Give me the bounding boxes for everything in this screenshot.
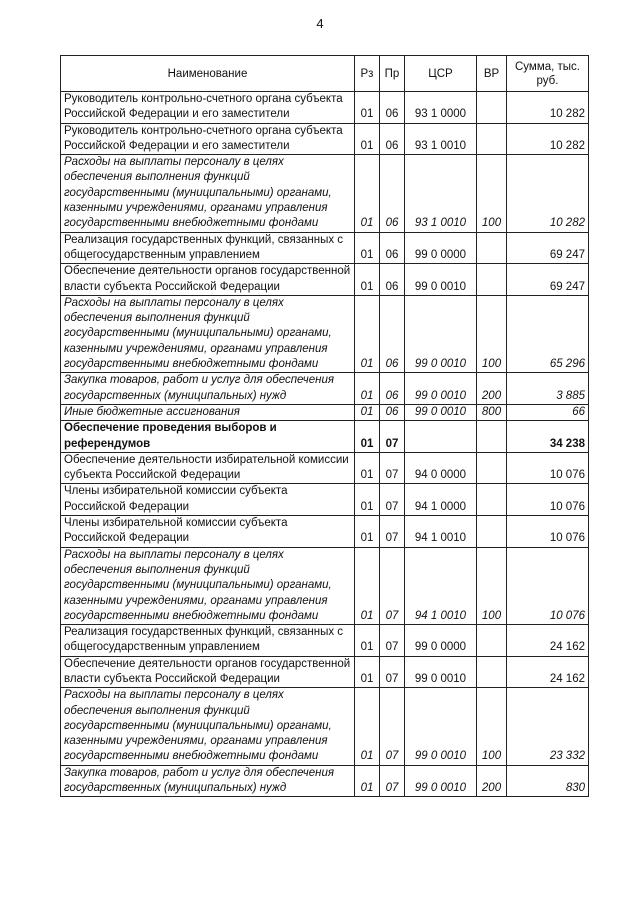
cell-csr: 99 0 0010 (405, 656, 477, 688)
cell-pr: 06 (380, 404, 405, 420)
cell-pr: 06 (380, 295, 405, 372)
cell-csr: 94 1 0010 (405, 547, 477, 624)
cell-pr: 06 (380, 264, 405, 296)
cell-name: Иные бюджетные ассигнования (61, 404, 355, 420)
cell-csr: 99 0 0000 (405, 232, 477, 264)
table-row (61, 484, 589, 516)
cell-pr: 07 (380, 765, 405, 797)
cell-vr: 200 (477, 373, 507, 405)
header-name: Наименование (61, 56, 355, 92)
cell-vr (477, 484, 507, 516)
table-row (61, 421, 589, 453)
cell-pr: 07 (380, 516, 405, 548)
cell-pr: 06 (380, 123, 405, 155)
cell-name: Обеспечение проведения выборов и референдумов (61, 421, 355, 453)
table-row (61, 155, 589, 232)
cell-vr: 100 (477, 688, 507, 765)
cell-vr (477, 264, 507, 296)
table-row (61, 516, 589, 548)
cell-sum: 10 282 (507, 155, 589, 232)
cell-sum: 10 076 (507, 452, 589, 484)
cell-vr (477, 452, 507, 484)
cell-csr: 99 0 0010 (405, 373, 477, 405)
cell-pr: 06 (380, 155, 405, 232)
cell-name: Реализация государственных функций, связанных с общегосударственным управлением (61, 625, 355, 657)
cell-pr: 06 (380, 92, 405, 124)
cell-pr: 06 (380, 232, 405, 264)
table-row (61, 92, 589, 124)
page-number: 4 (316, 16, 324, 31)
cell-vr (477, 656, 507, 688)
cell-csr: 99 0 0010 (405, 404, 477, 420)
table-header-row (61, 56, 589, 92)
cell-vr (477, 421, 507, 453)
cell-rz: 01 (355, 373, 380, 405)
cell-rz: 01 (355, 625, 380, 657)
cell-pr: 07 (380, 484, 405, 516)
cell-rz: 01 (355, 484, 380, 516)
cell-pr: 07 (380, 452, 405, 484)
cell-rz: 01 (355, 232, 380, 264)
budget-table (60, 55, 589, 797)
cell-name: Расходы на выплаты персоналу в целях обеспечения выполнения функций государственными (муниципальными) органами, казенными учреждениями, органами управления государственными внебюджетными фондами (61, 688, 355, 765)
table-row (61, 452, 589, 484)
cell-csr (405, 421, 477, 453)
header-csr: ЦСР (405, 56, 477, 92)
cell-pr: 07 (380, 625, 405, 657)
cell-name: Расходы на выплаты персоналу в целях обеспечения выполнения функций государственными (муниципальными) органами, казенными учреждениями, органами управления государственными внебюджетными фондами (61, 155, 355, 232)
cell-sum: 830 (507, 765, 589, 797)
cell-rz: 01 (355, 547, 380, 624)
cell-name: Реализация государственных функций, связанных с общегосударственным управлением (61, 232, 355, 264)
table-row (61, 765, 589, 797)
cell-sum: 23 332 (507, 688, 589, 765)
cell-rz: 01 (355, 92, 380, 124)
cell-sum: 65 296 (507, 295, 589, 372)
header-sum: Сумма, тыс. руб. (507, 56, 589, 92)
cell-csr: 93 1 0010 (405, 123, 477, 155)
cell-vr (477, 92, 507, 124)
cell-rz: 01 (355, 123, 380, 155)
cell-rz: 01 (355, 264, 380, 296)
cell-vr: 100 (477, 295, 507, 372)
cell-csr: 99 0 0010 (405, 295, 477, 372)
cell-pr: 07 (380, 421, 405, 453)
table-row (61, 547, 589, 624)
cell-rz: 01 (355, 656, 380, 688)
cell-sum: 3 885 (507, 373, 589, 405)
cell-csr: 93 1 0000 (405, 92, 477, 124)
table-row (61, 123, 589, 155)
cell-name: Руководитель контрольно-счетного органа субъекта Российской Федерации и его заместители (61, 123, 355, 155)
cell-vr: 100 (477, 547, 507, 624)
cell-sum: 24 162 (507, 625, 589, 657)
cell-vr (477, 123, 507, 155)
cell-sum: 34 238 (507, 421, 589, 453)
cell-sum: 66 (507, 404, 589, 420)
cell-pr: 07 (380, 688, 405, 765)
cell-vr (477, 516, 507, 548)
cell-rz: 01 (355, 421, 380, 453)
cell-pr: 07 (380, 547, 405, 624)
cell-csr: 94 1 0000 (405, 484, 477, 516)
table-body (61, 92, 589, 797)
cell-rz: 01 (355, 404, 380, 420)
cell-sum: 10 076 (507, 547, 589, 624)
cell-name: Расходы на выплаты персоналу в целях обеспечения выполнения функций государственными (муниципальными) органами, казенными учреждениями, органами управления государственными внебюджетными фондами (61, 547, 355, 624)
table-row (61, 373, 589, 405)
cell-csr: 99 0 0010 (405, 765, 477, 797)
cell-sum: 10 076 (507, 516, 589, 548)
cell-pr: 07 (380, 656, 405, 688)
cell-sum: 69 247 (507, 264, 589, 296)
cell-sum: 10 076 (507, 484, 589, 516)
table-row (61, 295, 589, 372)
cell-name: Обеспечение деятельности избирательной комиссии субъекта Российской Федерации (61, 452, 355, 484)
header-rz: Рз (355, 56, 380, 92)
cell-sum: 10 282 (507, 92, 589, 124)
cell-name: Закупка товаров, работ и услуг для обеспечения государственных (муниципальных) нужд (61, 373, 355, 405)
cell-sum: 24 162 (507, 656, 589, 688)
cell-sum: 69 247 (507, 232, 589, 264)
cell-name: Закупка товаров, работ и услуг для обеспечения государственных (муниципальных) нужд (61, 765, 355, 797)
cell-name: Обеспечение деятельности органов государственной власти субъекта Российской Федерации (61, 264, 355, 296)
cell-csr: 99 0 0000 (405, 625, 477, 657)
cell-name: Расходы на выплаты персоналу в целях обеспечения выполнения функций государственными (муниципальными) органами, казенными учреждениями, органами управления государственными внебюджетными фондами (61, 295, 355, 372)
cell-name: Члены избирательной комиссии субъекта Российской Федерации (61, 484, 355, 516)
header-vr: ВР (477, 56, 507, 92)
table-row (61, 688, 589, 765)
cell-vr: 100 (477, 155, 507, 232)
cell-csr: 93 1 0010 (405, 155, 477, 232)
table-row (61, 404, 589, 420)
cell-pr: 06 (380, 373, 405, 405)
cell-csr: 99 0 0010 (405, 264, 477, 296)
cell-name: Руководитель контрольно-счетного органа субъекта Российской Федерации и его заместители (61, 92, 355, 124)
cell-rz: 01 (355, 295, 380, 372)
cell-csr: 94 0 0000 (405, 452, 477, 484)
cell-sum: 10 282 (507, 123, 589, 155)
table-row (61, 264, 589, 296)
table-row (61, 625, 589, 657)
cell-vr: 200 (477, 765, 507, 797)
cell-name: Обеспечение деятельности органов государственной власти субъекта Российской Федерации (61, 656, 355, 688)
table-row (61, 232, 589, 264)
header-pr: Пр (380, 56, 405, 92)
cell-csr: 99 0 0010 (405, 688, 477, 765)
cell-rz: 01 (355, 688, 380, 765)
cell-name: Члены избирательной комиссии субъекта Российской Федерации (61, 516, 355, 548)
cell-csr: 94 1 0010 (405, 516, 477, 548)
cell-rz: 01 (355, 452, 380, 484)
table-row (61, 656, 589, 688)
cell-rz: 01 (355, 155, 380, 232)
cell-vr: 800 (477, 404, 507, 420)
cell-rz: 01 (355, 765, 380, 797)
cell-rz: 01 (355, 516, 380, 548)
cell-vr (477, 232, 507, 264)
cell-vr (477, 625, 507, 657)
